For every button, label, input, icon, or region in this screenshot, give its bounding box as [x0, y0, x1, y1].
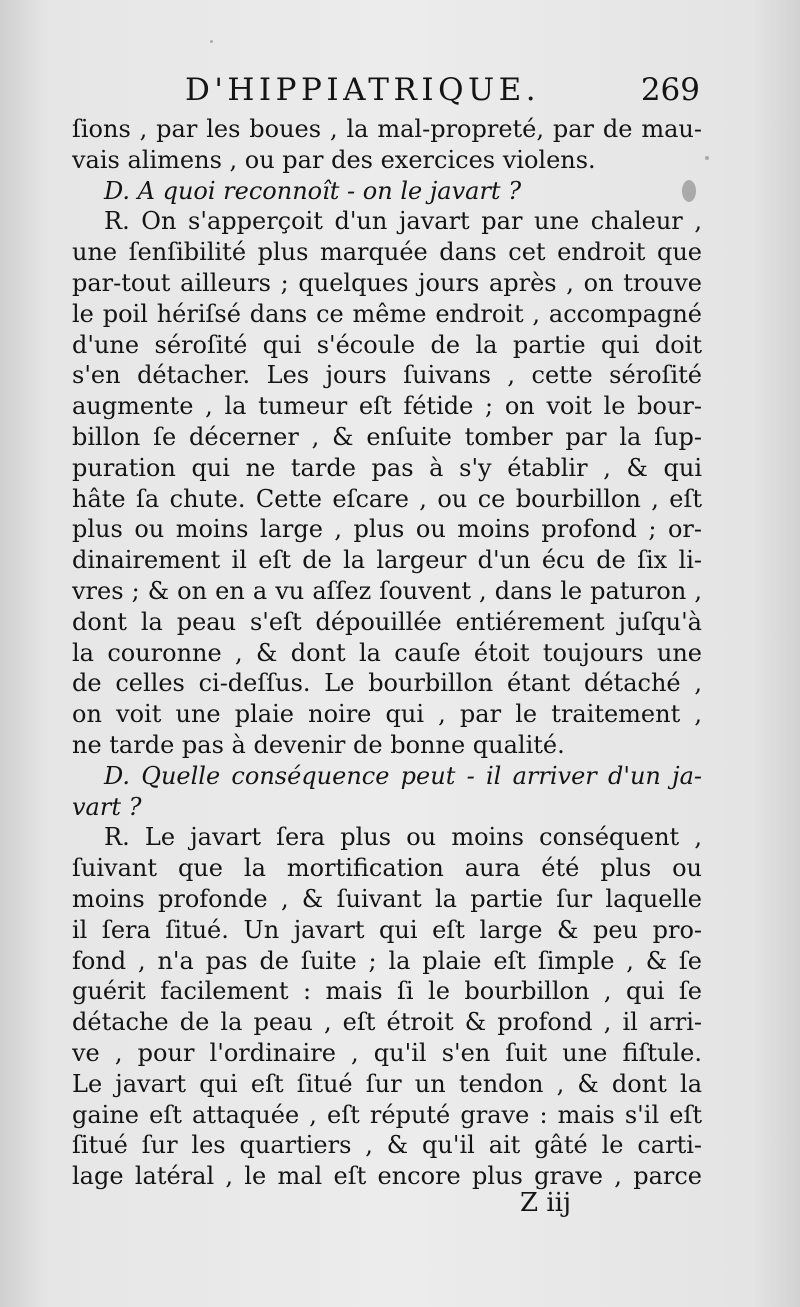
ink-speck [210, 40, 213, 43]
text-line: ſions , par les boues , la mal-propreté, par de mau- [72, 115, 702, 143]
text-line: ve , pour l'ordinaire , qu'il s'en ſuit une fiſtule. [72, 1038, 702, 1067]
signature-mark: Z iij [520, 1188, 572, 1218]
text-line: guérit facilement : mais ſi le bourbillon , qui ſe [72, 977, 702, 1006]
text-line: vais alimens , ou par des exercices violens. [72, 145, 596, 174]
text-line: il ſera ſitué. Un javart qui eſt large & peu pro- [72, 915, 702, 944]
text-line: ſitué ſur les quartiers , & qu'il ait gâté le carti- [72, 1131, 702, 1160]
text-line: D. Quelle conséquence peut - il arriver d'un ja- [104, 761, 702, 790]
text-line: D. A quoi reconnoît - on le javart ? [104, 176, 522, 205]
text-line: hâte ſa chute. Cette eſcare , ou ce bourbillon , eſt [72, 484, 702, 513]
text-line: fond , n'a pas de ſuite ; la plaie eſt ſimple , & ſe [72, 946, 702, 975]
ink-speck [705, 156, 709, 160]
ink-speck [682, 180, 696, 202]
text-line: ſuivant que la mortification aura été plus ou [72, 854, 702, 883]
text-line: on voit une plaie noire qui , par le traitement , [72, 700, 702, 729]
text-line: une ſenſibilité plus marquée dans cet endroit que [72, 238, 702, 267]
text-line: augmente , la tumeur eſt fétide ; on voit le bour- [72, 392, 702, 421]
text-line: lage latéral , le mal eſt encore plus grave , parce [72, 1162, 702, 1191]
text-line: puration qui ne tarde pas à s'y établir , & qui [72, 453, 702, 482]
text-line: d'une séroſité qui s'écoule de la partie qui doit [72, 330, 702, 359]
text-line: vres ; & on en a vu aſſez ſouvent , dans le paturon , [72, 576, 702, 605]
text-line: billon ſe décerner , & enſuite tomber par la ſup- [72, 422, 702, 451]
text-line: la couronne , & dont la cauſe étoit toujours une [72, 638, 702, 667]
text-line: R. On s'apperçoit d'un javart par une chaleur , [104, 207, 702, 236]
page-header [70, 70, 702, 116]
text-line: par-tout ailleurs ; quelques jours après , on trouve [72, 268, 702, 297]
running-head: D'HIPPIATRIQUE. [185, 72, 541, 108]
text-line: moins profonde , & ſuivant la partie ſur laquelle [72, 884, 702, 913]
body-text [72, 114, 702, 1192]
text-line: R. Le javart ſera plus ou moins conséquent , [104, 823, 702, 852]
text-line: gaine eſt attaquée , eſt réputé grave : mais s'il eſt [72, 1100, 702, 1129]
text-line: Le javart qui eſt ſitué ſur un tendon , & dont la [72, 1069, 702, 1098]
text-line: plus ou moins large , plus ou moins profond ; or- [72, 515, 702, 544]
text-line: ne tarde pas à devenir de bonne qualité. [72, 730, 565, 759]
text-line: s'en détacher. Les jours ſuivans , cette séroſité [72, 361, 702, 390]
text-line: dont la peau s'eſt dépouillée entiérement juſqu'à [72, 607, 702, 636]
text-line: le poil hériſsé dans ce même endroit , accompagné [72, 299, 702, 328]
text-line: de celles ci-deſſus. Le bourbillon étant détaché , [72, 669, 702, 698]
text-line: détache de la peau , eſt étroit & profond , il arri- [72, 1008, 702, 1037]
page-number: 269 [640, 72, 700, 108]
text-line: dinairement il eſt de la largeur d'un écu de ſix li- [72, 546, 702, 575]
text-line: vart ? [72, 792, 142, 821]
